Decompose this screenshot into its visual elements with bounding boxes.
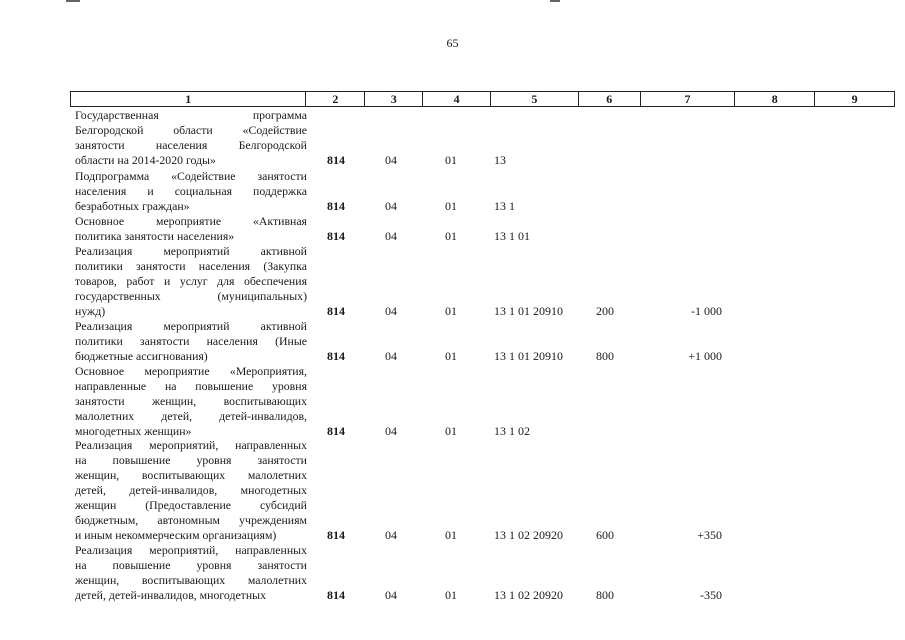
section-code: 04 xyxy=(385,588,397,602)
description-line: Реализация мероприятий, направленных xyxy=(75,438,307,452)
ministry-code: 814 xyxy=(327,199,345,213)
description-line: безработных граждан» xyxy=(75,199,190,213)
amount-change: -1 000 xyxy=(691,304,722,318)
description-line: женщин (Предоставление субсидий xyxy=(75,498,307,512)
ministry-code: 814 xyxy=(327,229,345,243)
ministry-code: 814 xyxy=(327,424,345,438)
description-line: нужд) xyxy=(75,304,106,318)
column-header: 6 xyxy=(579,92,641,106)
row-description xyxy=(75,244,307,319)
description-line: многодетных женщин» xyxy=(75,424,192,438)
description-line: Подпрограмма «Содействие занятости xyxy=(75,169,307,183)
table-row xyxy=(70,319,895,364)
column-header: 1 xyxy=(71,92,306,106)
description-line: населения и социальная поддержка xyxy=(75,184,307,198)
description-line: государственных (муниципальных) xyxy=(75,289,307,303)
table-row xyxy=(70,169,895,214)
description-line: занятости населения Белгородской xyxy=(75,138,307,152)
amount-change: +1 000 xyxy=(688,349,722,363)
description-line: политики занятости населения (Иные xyxy=(75,334,307,348)
table-header xyxy=(70,91,895,107)
table-row xyxy=(70,108,895,168)
expense-type-code: 200 xyxy=(596,304,614,318)
row-description xyxy=(75,108,307,168)
description-line: Реализация мероприятий активной xyxy=(75,244,307,258)
column-header: 3 xyxy=(365,92,423,106)
table-row xyxy=(70,438,895,543)
row-description xyxy=(75,169,307,214)
ministry-code: 814 xyxy=(327,588,345,602)
target-article-code: 13 1 02 20920 xyxy=(494,528,563,542)
amount-change: -350 xyxy=(700,588,722,602)
target-article-code: 13 1 01 xyxy=(494,229,530,243)
description-line: детей, детей-инвалидов, многодетных xyxy=(75,483,307,497)
description-line: Реализация мероприятий, направленных xyxy=(75,543,307,557)
description-line: политики занятости населения (Закупка xyxy=(75,259,307,273)
column-header: 4 xyxy=(423,92,491,106)
section-code: 04 xyxy=(385,229,397,243)
description-line: Основное мероприятие «Активная xyxy=(75,214,307,228)
column-header: 9 xyxy=(851,92,858,106)
row-description xyxy=(75,214,307,244)
description-line: политика занятости населения» xyxy=(75,229,235,243)
description-line: Реализация мероприятий активной xyxy=(75,319,307,333)
table-row xyxy=(70,364,895,439)
description-line: товаров, работ и услуг для обеспечения xyxy=(75,274,307,288)
description-line: детей, детей-инвалидов, многодетных xyxy=(75,588,266,602)
description-line: бюджетные ассигнования) xyxy=(75,349,208,363)
table-row xyxy=(70,214,895,244)
section-code: 04 xyxy=(385,304,397,318)
subsection-code: 01 xyxy=(445,588,457,602)
expense-type-code: 800 xyxy=(596,349,614,363)
description-line: на повышение уровня занятости xyxy=(75,558,307,572)
description-line: направленные на повышение уровня xyxy=(75,379,307,393)
ministry-code: 814 xyxy=(327,349,345,363)
description-line: и иным некоммерческим организациям) xyxy=(75,528,277,542)
subsection-code: 01 xyxy=(445,229,457,243)
amount-change: +350 xyxy=(697,528,722,542)
description-line: Основное мероприятие «Мероприятия, xyxy=(75,364,307,378)
scan-mark xyxy=(550,0,560,2)
description-line: области на 2014-2020 годы» xyxy=(75,153,216,167)
expense-type-code: 600 xyxy=(596,528,614,542)
target-article-code: 13 1 02 xyxy=(494,424,530,438)
column-header: 5 xyxy=(491,92,579,106)
section-code: 04 xyxy=(385,199,397,213)
table-row xyxy=(70,543,895,603)
description-line: занятости женщин, воспитывающих xyxy=(75,394,307,408)
description-line: женщин, воспитывающих малолетних xyxy=(75,573,307,587)
target-article-code: 13 xyxy=(494,153,506,167)
section-code: 04 xyxy=(385,424,397,438)
scan-mark xyxy=(66,0,80,2)
description-line: малолетних детей, детей-инвалидов, xyxy=(75,409,307,423)
row-description xyxy=(75,543,307,603)
table-row xyxy=(70,244,895,319)
column-header: 8 xyxy=(735,92,815,106)
row-description xyxy=(75,364,307,439)
ministry-code: 814 xyxy=(327,528,345,542)
subsection-code: 01 xyxy=(445,528,457,542)
ministry-code: 814 xyxy=(327,304,345,318)
subsection-code: 01 xyxy=(445,153,457,167)
page-number: 65 xyxy=(446,36,459,50)
ministry-code: 814 xyxy=(327,153,345,167)
expense-type-code: 800 xyxy=(596,588,614,602)
row-description xyxy=(75,319,307,364)
description-line: бюджетным, автономным учреждениям xyxy=(75,513,307,527)
description-line: на повышение уровня занятости xyxy=(75,453,307,467)
target-article-code: 13 1 02 20920 xyxy=(494,588,563,602)
target-article-code: 13 1 01 20910 xyxy=(494,349,563,363)
subsection-code: 01 xyxy=(445,424,457,438)
column-header: 7 xyxy=(641,92,736,106)
description-line: Белгородской области «Содействие xyxy=(75,123,307,137)
description-line: Государственная программа xyxy=(75,108,307,122)
row-description xyxy=(75,438,307,543)
target-article-code: 13 1 01 20910 xyxy=(494,304,563,318)
column-header: 2 xyxy=(306,92,365,106)
subsection-code: 01 xyxy=(445,199,457,213)
section-code: 04 xyxy=(385,528,397,542)
section-code: 04 xyxy=(385,153,397,167)
target-article-code: 13 1 xyxy=(494,199,515,213)
subsection-code: 01 xyxy=(445,304,457,318)
subsection-code: 01 xyxy=(445,349,457,363)
section-code: 04 xyxy=(385,349,397,363)
description-line: женщин, воспитывающих малолетних xyxy=(75,468,307,482)
